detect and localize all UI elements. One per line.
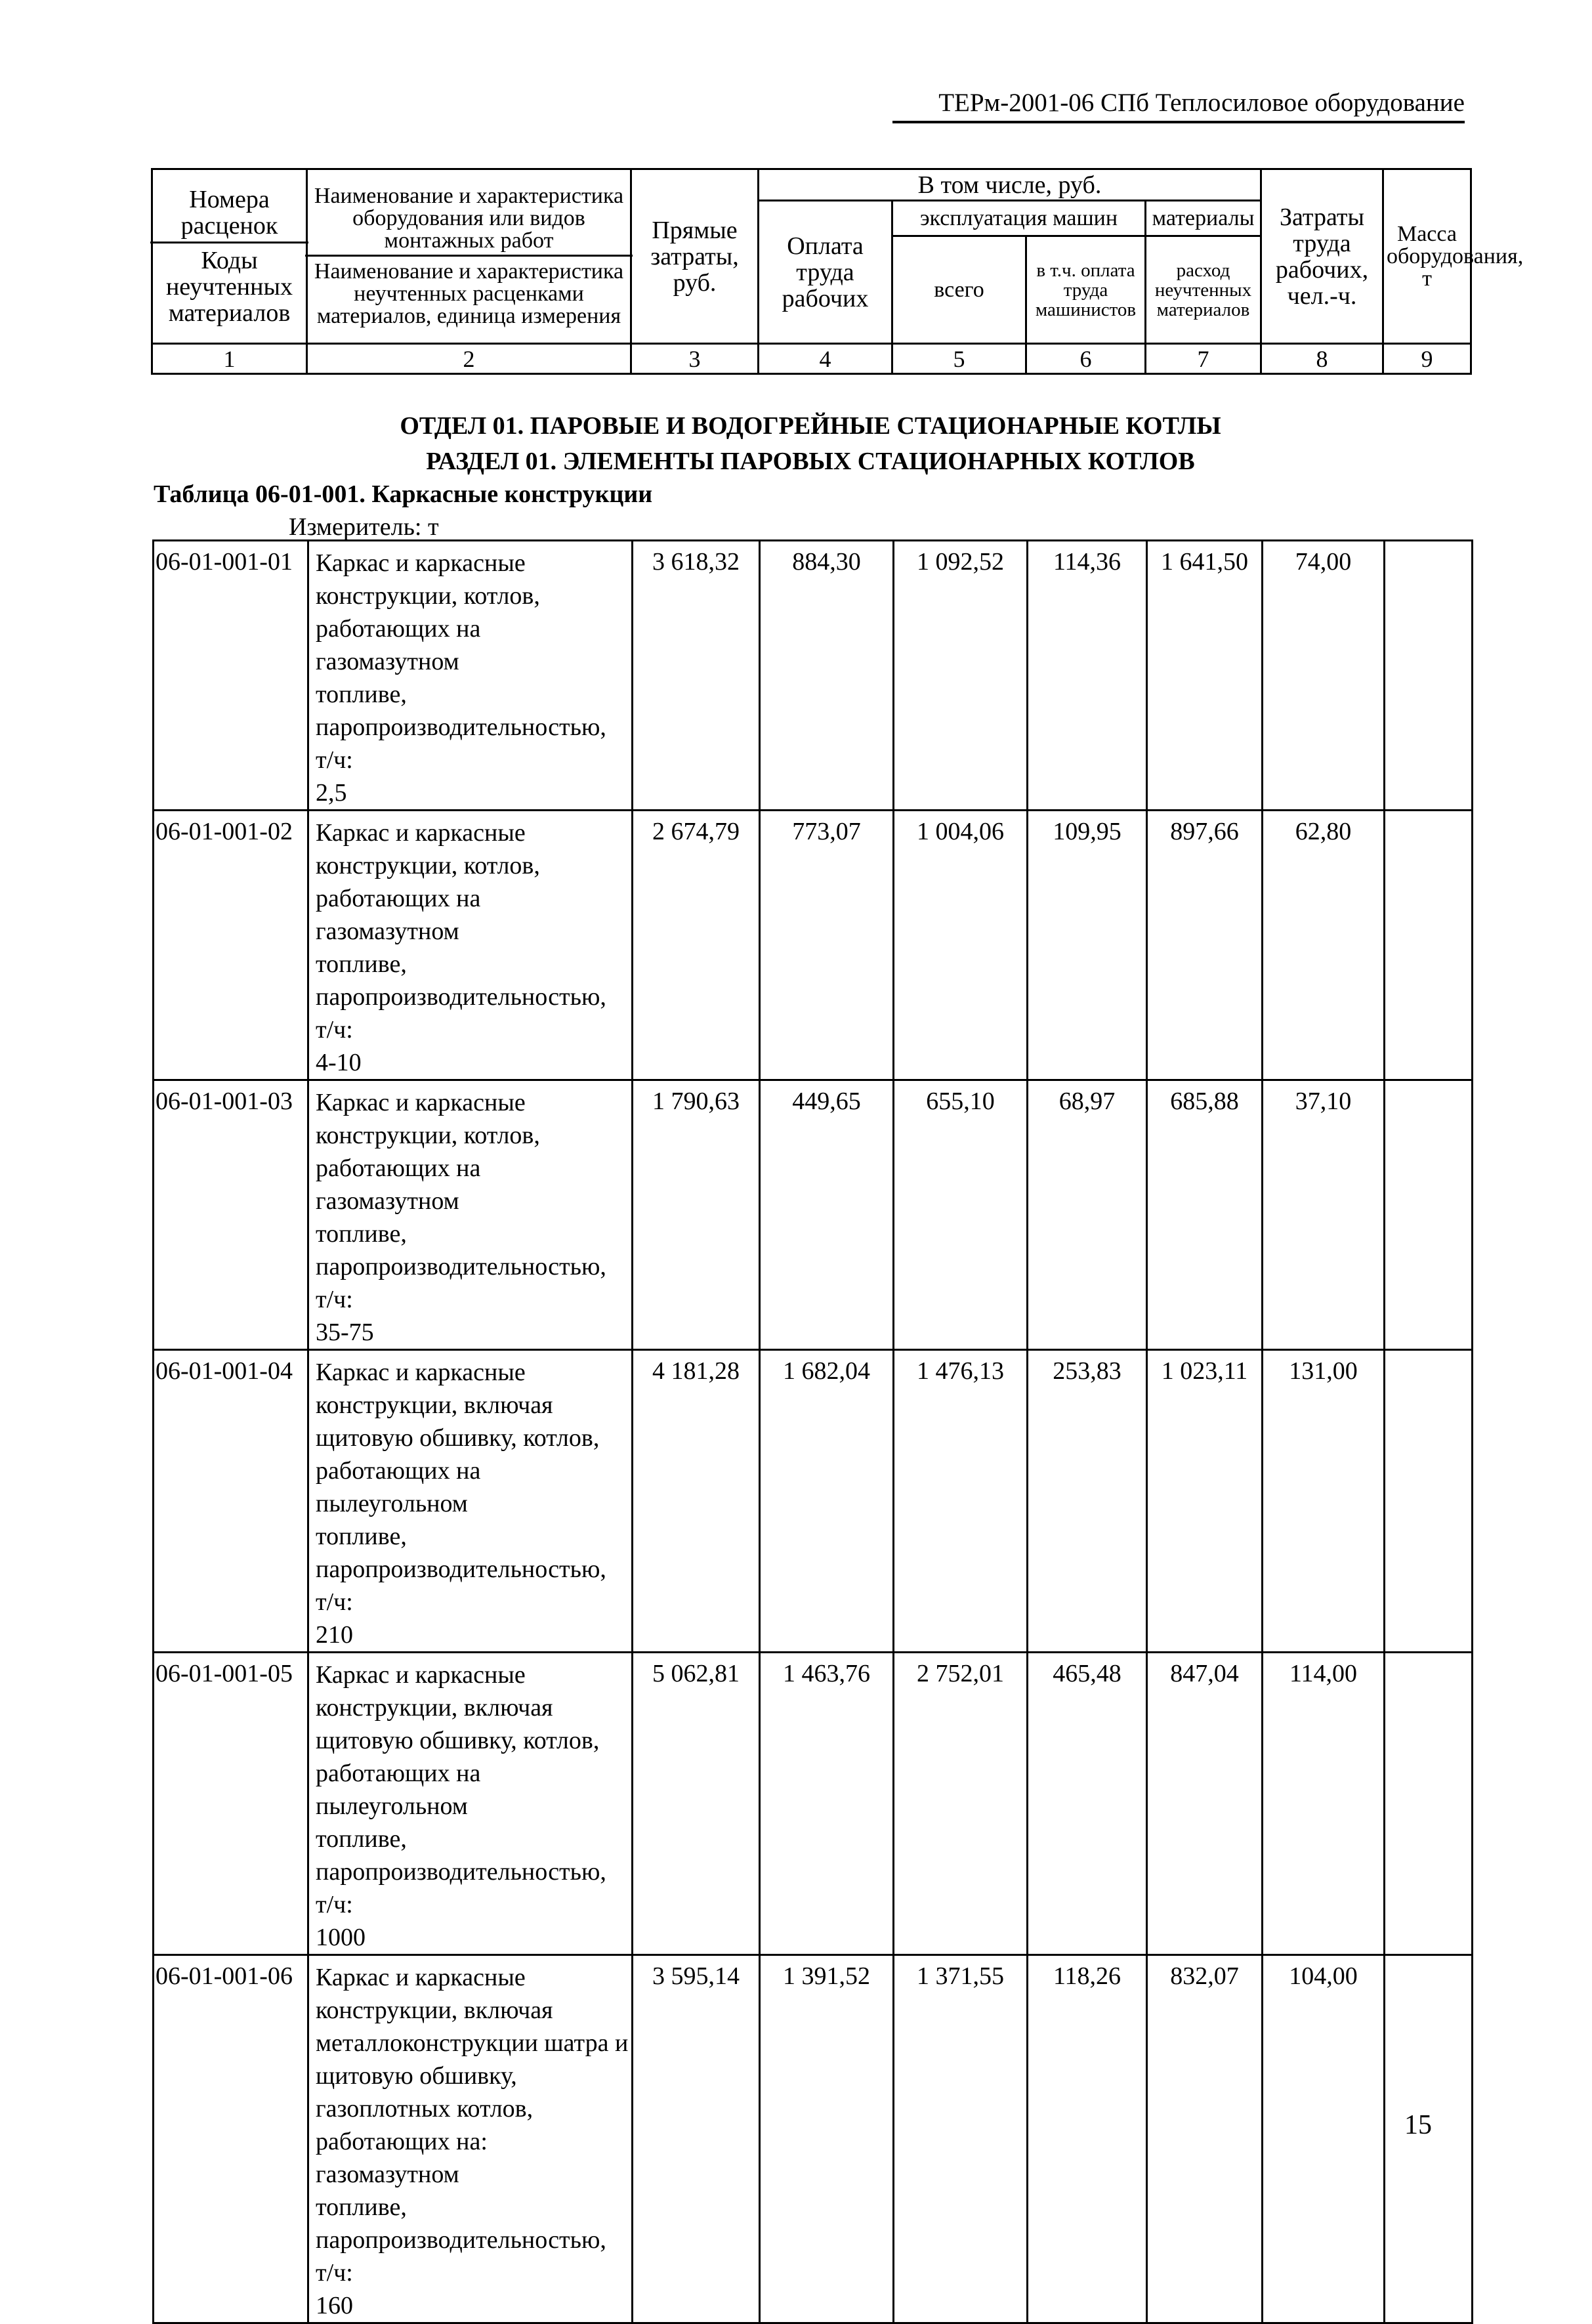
equipment-mass-cell	[1385, 1080, 1473, 1350]
description-line: щитовую обшивку, котлов,	[316, 1424, 600, 1452]
description-line: щитовую обшивку,	[316, 2062, 517, 2090]
materials-cell: 897,66	[1147, 811, 1263, 1080]
description-line: конструкции, котлов,	[316, 1122, 540, 1149]
header-materials-group: материалы	[1146, 201, 1261, 236]
description-line: топливе,	[316, 2193, 407, 2221]
rate-description	[308, 541, 633, 811]
column-number-9: 9	[1383, 344, 1471, 374]
description-line: 210	[316, 1621, 353, 1649]
description-line: топливе,	[316, 681, 407, 708]
running-header: ТЕРм-2001-06 СПб Теплосиловое оборудование	[892, 85, 1465, 123]
column-number-4: 4	[759, 344, 892, 374]
worker-pay-cell: 1 463,76	[760, 1653, 894, 1955]
machinists-pay-cell: 118,26	[1028, 1955, 1147, 2323]
description-line: щитовую обшивку, котлов,	[316, 1727, 600, 1754]
description-line: топливе,	[316, 1220, 407, 1248]
description-line: паропроизводительностью, т/ч:	[316, 1253, 606, 1313]
column-number-6: 6	[1026, 344, 1146, 374]
machinists-pay-cell: 114,36	[1028, 541, 1147, 811]
description-line: Каркас и каркасные	[316, 549, 526, 577]
machinists-pay-cell: 465,48	[1028, 1653, 1147, 1955]
header-machines-total: всего	[892, 236, 1026, 344]
description-line: паропроизводительностью, т/ч:	[316, 983, 606, 1044]
rate-description	[308, 811, 633, 1080]
description-line: топливе,	[316, 1523, 407, 1550]
description-line: конструкции, включая	[316, 1694, 553, 1722]
header-unaccounted-materials: расход неучтенных материалов	[1146, 236, 1261, 344]
description-line: паропроизводительностью, т/ч:	[316, 1858, 606, 1918]
description-line: конструкции, включая	[316, 1997, 553, 2024]
labor-hours-cell: 104,00	[1263, 1955, 1385, 2323]
column-number-3: 3	[631, 344, 759, 374]
equipment-mass-cell	[1385, 1350, 1473, 1653]
machinists-pay-cell: 109,95	[1028, 811, 1147, 1080]
machines-total-cell: 655,10	[894, 1080, 1028, 1350]
measure-unit: Измеритель: т	[289, 513, 439, 541]
description-line: 160	[316, 2292, 353, 2319]
labor-hours-cell: 74,00	[1263, 541, 1385, 811]
labor-hours-cell: 131,00	[1263, 1350, 1385, 1653]
rate-description	[308, 1955, 633, 2323]
worker-pay-cell: 884,30	[760, 541, 894, 811]
materials-cell: 1 641,50	[1147, 541, 1263, 811]
rate-description	[308, 1350, 633, 1653]
labor-hours-cell: 114,00	[1263, 1653, 1385, 1955]
description-line: Каркас и каркасные	[316, 1359, 526, 1386]
header-material-name: Наименование и характеристика неучтенных расценками материалов, единица измерения	[314, 259, 624, 328]
description-line: 2,5	[316, 779, 347, 807]
rate-code: 06-01-001-06	[154, 1955, 308, 2323]
rate-code: 06-01-001-05	[154, 1653, 308, 1955]
header-labor-hours: Затраты труда рабочих, чел.-ч.	[1261, 169, 1383, 344]
rates-table	[152, 539, 1473, 2324]
machinists-pay-cell: 253,83	[1028, 1350, 1147, 1653]
description-line: конструкции, котлов,	[316, 852, 540, 879]
table-row	[154, 541, 1473, 811]
equipment-mass-cell	[1385, 541, 1473, 811]
description-line: Каркас и каркасные	[316, 819, 526, 847]
equipment-mass-cell	[1385, 811, 1473, 1080]
division-title: РАЗДЕЛ 01. ЭЛЕМЕНТЫ ПАРОВЫХ СТАЦИОНАРНЫХ КОТЛОВ	[426, 448, 1195, 475]
description-line: 4-10	[316, 1049, 362, 1076]
header-work-name: Наименование и характеристика оборудования или видов монтажных работ	[305, 185, 633, 257]
worker-pay-cell: 1 391,52	[760, 1955, 894, 2323]
column-number-7: 7	[1146, 344, 1261, 374]
worker-pay-cell: 449,65	[760, 1080, 894, 1350]
description-line: конструкции, котлов,	[316, 582, 540, 610]
materials-cell: 832,07	[1147, 1955, 1263, 2323]
column-number-8: 8	[1261, 344, 1383, 374]
table-row	[154, 1350, 1473, 1653]
description-line: топливе,	[316, 1825, 407, 1853]
labor-hours-cell: 37,10	[1263, 1080, 1385, 1350]
machines-total-cell: 2 752,01	[894, 1653, 1028, 1955]
description-line: конструкции, включая	[316, 1391, 553, 1419]
rate-code: 06-01-001-03	[154, 1080, 308, 1350]
direct-costs-cell: 3 595,14	[633, 1955, 760, 2323]
description-line: Каркас и каркасные	[316, 1964, 526, 1991]
description-line: работающих на газомазутном	[316, 885, 481, 945]
rate-code: 06-01-001-01	[154, 541, 308, 811]
page-number: 15	[1404, 2110, 1432, 2140]
rate-description	[308, 1653, 633, 1955]
description-line: 1000	[316, 1924, 366, 1951]
description-line: топливе,	[316, 950, 407, 978]
machinists-pay-cell: 68,97	[1028, 1080, 1147, 1350]
direct-costs-cell: 4 181,28	[633, 1350, 760, 1653]
description-line: работающих на газомазутном	[316, 615, 481, 675]
column-number-1: 1	[152, 344, 307, 374]
direct-costs-cell: 5 062,81	[633, 1653, 760, 1955]
rate-code: 06-01-001-02	[154, 811, 308, 1080]
header-including-group: В том числе, руб.	[759, 169, 1261, 201]
worker-pay-cell: 773,07	[760, 811, 894, 1080]
table-row	[154, 1955, 1473, 2323]
table-row	[154, 1080, 1473, 1350]
department-title: ОТДЕЛ 01. ПАРОВЫЕ И ВОДОГРЕЙНЫЕ СТАЦИОНАРНЫЕ КОТЛЫ	[400, 412, 1221, 440]
description-line: работающих на пылеугольном	[316, 1457, 481, 1517]
header-worker-pay: Оплата труда рабочих	[759, 201, 892, 344]
materials-cell: 1 023,11	[1147, 1350, 1263, 1653]
header-machines-group: эксплуатация машин	[892, 201, 1146, 236]
description-line: паропроизводительностью, т/ч:	[316, 1555, 606, 1616]
header-rate-numbers: Номера расценок	[150, 186, 308, 243]
header-material-codes: Коды неучтенных материалов	[165, 247, 293, 327]
description-line: паропроизводительностью, т/ч:	[316, 713, 606, 774]
header-equipment-mass: Масса оборудования, т	[1383, 169, 1471, 344]
direct-costs-cell: 2 674,79	[633, 811, 760, 1080]
description-line: паропроизводительностью, т/ч:	[316, 2226, 606, 2287]
worker-pay-cell: 1 682,04	[760, 1350, 894, 1653]
direct-costs-cell: 3 618,32	[633, 541, 760, 811]
description-line: 35-75	[316, 1319, 374, 1346]
labor-hours-cell: 62,80	[1263, 811, 1385, 1080]
rate-code: 06-01-001-04	[154, 1350, 308, 1653]
description-line: Каркас и каркасные	[316, 1661, 526, 1689]
rate-description	[308, 1080, 633, 1350]
description-line: работающих на газомазутном	[316, 1154, 481, 1215]
description-line: металлоконструкции шатра и	[316, 2029, 629, 2057]
header-direct-costs: Прямые затраты, руб.	[631, 169, 759, 344]
machines-total-cell: 1 476,13	[894, 1350, 1028, 1653]
table-row	[154, 811, 1473, 1080]
direct-costs-cell: 1 790,63	[633, 1080, 760, 1350]
description-line: работающих на: газомазутном	[316, 2128, 488, 2188]
column-number-2: 2	[307, 344, 631, 374]
machines-total-cell: 1 004,06	[894, 811, 1028, 1080]
header-machinists-pay: в т.ч. оплата труда машинистов	[1026, 236, 1146, 344]
machines-total-cell: 1 092,52	[894, 541, 1028, 811]
machines-total-cell: 1 371,55	[894, 1955, 1028, 2323]
description-line: работающих на пылеугольном	[316, 1760, 481, 1820]
table-title: Таблица 06-01-001. Каркасные конструкции	[154, 480, 653, 508]
column-number-5: 5	[892, 344, 1026, 374]
equipment-mass-cell	[1385, 1653, 1473, 1955]
description-line: Каркас и каркасные	[316, 1089, 526, 1116]
materials-cell: 685,88	[1147, 1080, 1263, 1350]
table-row	[154, 1653, 1473, 1955]
materials-cell: 847,04	[1147, 1653, 1263, 1955]
description-line: газоплотных котлов,	[316, 2095, 534, 2123]
table-header	[151, 168, 1524, 375]
section-titles	[151, 408, 1470, 479]
